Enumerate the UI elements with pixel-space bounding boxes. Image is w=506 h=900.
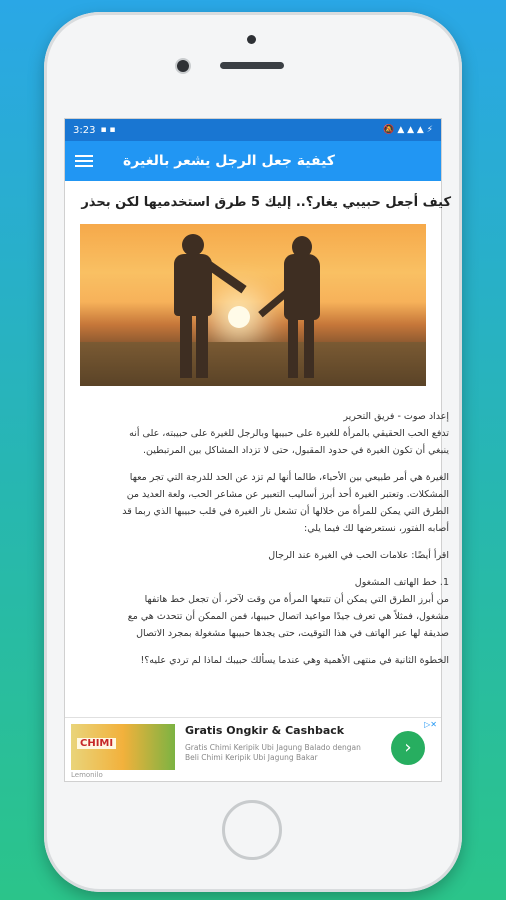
status-icons: 🔕 ▲ ▲ ▲ ⚡ xyxy=(383,125,433,135)
article-body xyxy=(65,408,449,669)
ad-title[interactable]: Gratis Ongkir & Cashback xyxy=(185,724,345,737)
body-line: الطرق التي يمكن للمرأة من خلالها أن تشعل نار الغيرة في قلب حبيبها الذي ربما قد xyxy=(122,506,449,517)
proximity-sensor xyxy=(247,35,256,44)
chevron-right-icon[interactable]: › xyxy=(391,731,425,765)
author-line: إعداد صوت - فريق التحرير xyxy=(343,411,449,422)
body-line: المشكلات. وتعتبر الغيرة أحد أبرز أساليب التعبير عن مشاعر الحب، ولعة العديد من xyxy=(126,489,449,500)
ad-choices-icon[interactable]: ▷✕ xyxy=(424,720,437,729)
app-screen xyxy=(64,118,451,782)
status-bar xyxy=(65,119,441,141)
man-leg-right xyxy=(196,312,208,378)
man-head xyxy=(182,234,204,256)
woman-leg-right xyxy=(304,316,314,378)
app-title: كيفية جعل الرجل يشعر بالغيرة xyxy=(123,153,335,169)
sun-glow xyxy=(228,306,250,328)
body-line: ينبغي أن تكون الغيرة في حدود المقبول، حتى لا تزداد المشاكل بين المرتبطين. xyxy=(142,445,449,456)
body-line: صديقة لها عبر الهاتف في هذا التوقيت، حتى يجدها حبيبها مشغولة بمجرد الاتصال xyxy=(136,628,449,639)
article-content xyxy=(65,195,451,669)
home-button[interactable] xyxy=(222,800,282,860)
grass-field xyxy=(80,342,426,386)
body-line: الخطوة الثانية في منتهى الأهمية وهي عندما يسألك حبيبك لماذا لم تردي عليه؟! xyxy=(140,655,449,666)
section-heading: 1. خط الهاتف المشغول xyxy=(354,577,449,588)
body-line: من أبرز الطرق التي يمكن أن تتبعها المرأة من وقت لآخر، أن تجعل خط هاتفها xyxy=(144,594,449,605)
ad-brand: Lemonilo xyxy=(71,771,103,779)
front-camera xyxy=(177,60,189,72)
woman-torso xyxy=(284,254,320,320)
ad-image-label: CHIMI xyxy=(77,738,116,749)
man-leg-left xyxy=(180,312,192,378)
article-title: كيف أجعل حبيبي يغار؟.. إليك 5 طرق استخدميها لكن بحذر xyxy=(81,195,451,210)
man-torso xyxy=(174,254,212,316)
app-bar xyxy=(65,141,441,181)
ad-description: Gratis Chimi Keripik Ubi Jagung Balado dengan Beli Chimi Keripik Ubi Jagung Bakar xyxy=(185,743,361,762)
earpiece-speaker xyxy=(220,62,284,69)
read-also-link[interactable]: اقرأ أيضًا: علامات الحب في الغيرة عند الرجال xyxy=(268,550,449,561)
ad-text[interactable] xyxy=(185,724,375,763)
ad-banner[interactable] xyxy=(65,717,441,781)
notification-icon: ▪ ▪ xyxy=(100,125,116,135)
hamburger-menu-icon[interactable] xyxy=(75,155,93,167)
body-line: مشغول، فمثلاً هي تعرف جيدًا مواعيد اتصال حبيبها، فمن الممكن أن تتحدث هي مع xyxy=(127,611,449,622)
woman-leg-left xyxy=(288,316,298,378)
clock: 3:23 xyxy=(73,124,96,136)
body-line: أصابه الفتور، نستعرضها لك فيما يلي: xyxy=(304,523,449,534)
body-line: الغيرة هي أمر طبيعي بين الأحباء، طالما أنها لم تزد عن الحد للدرجة التي تجر معها xyxy=(129,472,449,483)
ad-product-image[interactable] xyxy=(71,724,175,770)
article-hero-image xyxy=(80,224,426,386)
body-line: تدفع الحب الحقيقي بالمرأة للغيرة على حبيبها وبالرجل للغيرة على حبيبته، على أنه xyxy=(129,428,449,439)
